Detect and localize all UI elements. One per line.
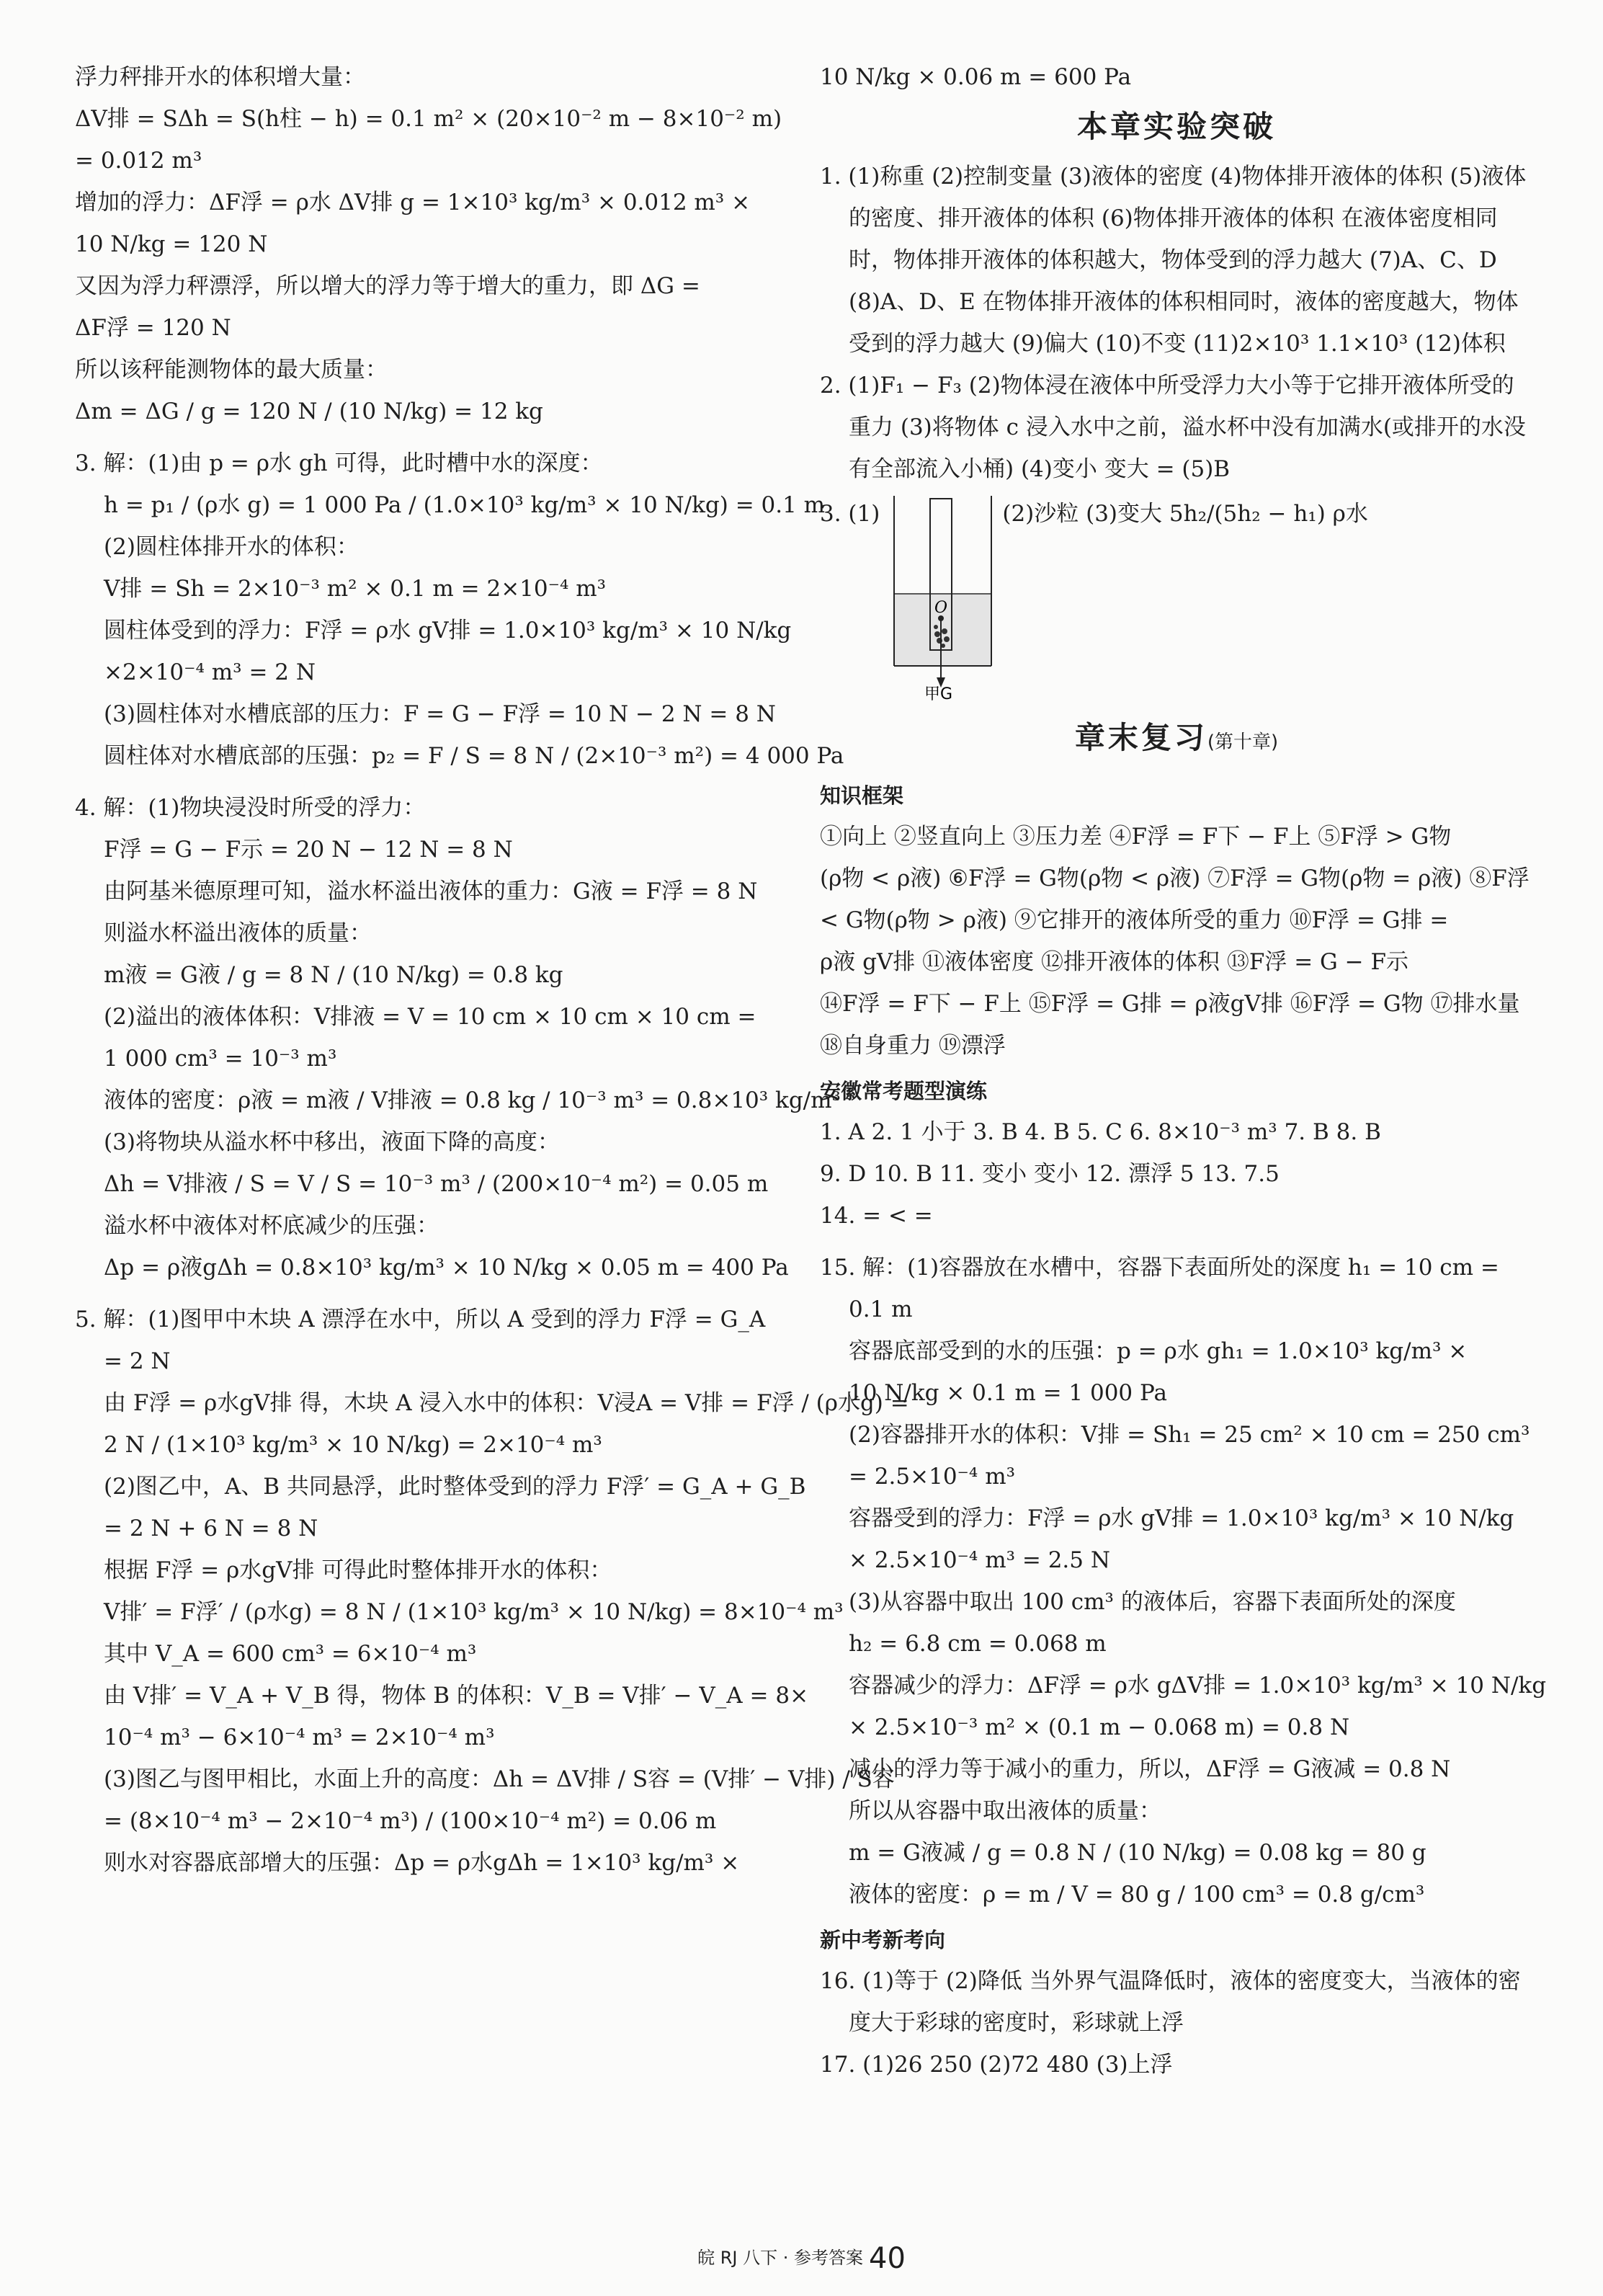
left-line-17: 4. 解：(1)物块浸没时所受的浮力： (75, 795, 426, 821)
kf-line-2: < G物(ρ物 > ρ液) ⑨它排开的液体所受的重力 ⑩F浮 = G排 = (820, 907, 1449, 933)
review-subtitle: (第十章) (1207, 731, 1279, 753)
left-line-19: 由阿基米德原理可知，溢水杯溢出液体的重力：G液 = F浮 = 8 N (104, 878, 758, 904)
left-line-36: V排′ = F浮′ / (ρ水g) = 8 N / (1×10³ kg/m³ × 10 N/kg) = 8×10⁻⁴ m³ (104, 1599, 844, 1625)
left-line-38: 由 V排′ = V_A + V_B 得，物体 B 的体积：V_B = V排′ − V_A = 8× (104, 1683, 809, 1709)
left-line-21: m液 = G液 / g = 8 N / (10 N/kg) = 0.8 kg (104, 962, 563, 988)
q15-line-9: h₂ = 6.8 cm = 0.068 m (849, 1631, 1107, 1657)
new-exam-heading: 新中考新考向 (820, 1928, 946, 1952)
continued-line: 10 N/kg × 0.06 m = 600 Pa (820, 64, 1132, 90)
q15-line-12: 减小的浮力等于减小的重力，所以，ΔF浮 = G液减 = 0.8 N (849, 1756, 1451, 1782)
left-line-15: (3)圆柱体对水槽底部的压力：F = G − F浮 = 10 N − 2 N = 8 N (104, 701, 776, 727)
q15-line-1: 0.1 m (849, 1296, 913, 1322)
q15-line-13: 所以从容器中取出液体的质量： (849, 1798, 1161, 1824)
ah-line-2: 14. = < = (820, 1203, 933, 1229)
kf-line-4: ⑭F浮 = F下 − F上 ⑮F浮 = G排 = ρ液gV排 ⑯F浮 = G物 ⑰排水量 (820, 991, 1520, 1017)
left-line-6: ΔF浮 = 120 N (75, 315, 231, 341)
question-16: 16. (1)等于 (2)降低 当外界气温降低时，液体的密度变大，当液体的密度大于彩球的密度时，彩球就上浮 (820, 1968, 1521, 2036)
left-line-31: 由 F浮 = ρ水gV排 得，木块 A 浸入水中的体积：V浸A = V排 = F浮 / (ρ水g) = (104, 1390, 909, 1416)
experiment-section-title: 本章实验突破 (1076, 109, 1276, 144)
left-line-3: 增加的浮力：ΔF浮 = ρ水 ΔV排 g = 1×10³ kg/m³ × 0.012 m³ × (75, 190, 751, 215)
label-o: O (934, 599, 948, 617)
left-line-33: (2)图乙中，A、B 共同悬浮，此时整体受到的浮力 F浮′ = G_A + G_B (104, 1474, 806, 1500)
q15-line-14: m = G液减 / g = 0.8 N / (10 N/kg) = 0.08 kg = 80 g (849, 1840, 1426, 1866)
knowledge-framework (820, 816, 1533, 1067)
left-line-34: = 2 N + 6 N = 8 N (104, 1516, 318, 1541)
q15-line-3: 10 N/kg × 0.1 m = 1 000 Pa (849, 1380, 1167, 1406)
left-line-27: 溢水杯中液体对杯底减少的压强： (104, 1213, 439, 1239)
kf-line-1: (ρ物 < ρ液) ⑥F浮 = G物(ρ物 < ρ液) ⑦F浮 = G物(ρ物 = ρ液) ⑧F浮 (820, 866, 1530, 891)
q15-line-2: 容器底部受到的水的压强：p = ρ水 gh₁ = 1.0×10³ kg/m³ × (849, 1338, 1468, 1364)
left-line-5: 又因为浮力秤漂浮，所以增大的浮力等于增大的重力，即 ΔG = (75, 273, 700, 299)
q15-line-5: = 2.5×10⁻⁴ m³ (849, 1464, 1016, 1490)
anhui-answers (820, 1111, 1533, 1237)
left-line-24: 液体的密度：ρ液 = m液 / V排液 = 0.8 kg / 10⁻³ m³ = 0.8×10³ kg/m³ (104, 1087, 841, 1113)
left-line-37: 其中 V_A = 600 cm³ = 6×10⁻⁴ m³ (104, 1641, 477, 1667)
left-line-16: 圆柱体对水槽底部的压强：p₂ = F / S = 8 N / (2×10⁻³ m²) = 4 000 Pa (104, 743, 844, 769)
ah-line-1: 9. D 10. B 11. 变小 变小 12. 漂浮 5 13. 7.5 (820, 1161, 1280, 1187)
density-meter-figure (887, 493, 995, 702)
q15-line-15: 液体的密度：ρ = m / V = 80 g / 100 cm³ = 0.8 g/cm³ (849, 1882, 1425, 1908)
q15-line-4: (2)容器排开水的体积：V排 = Sh₁ = 25 cm² × 10 cm = 250 cm³ (849, 1422, 1530, 1448)
question-15 (820, 1247, 1547, 1915)
q15-line-0: 15. 解：(1)容器放在水槽中，容器下表面所处的深度 h₁ = 10 cm = (820, 1255, 1499, 1281)
left-line-26: Δh = V排液 / S = V / S = 10⁻³ m³ / (200×10⁻⁴ m²) = 0.05 m (104, 1171, 769, 1197)
footer-label: 皖 RJ 八下 · 参考答案 (697, 2248, 863, 2268)
right-column (820, 56, 1547, 2086)
left-line-11: (2)圆柱体排开水的体积： (104, 534, 359, 560)
left-line-7: 所以该秤能测物体的最大质量： (75, 357, 388, 383)
item3-prefix: 3. (1) (820, 501, 880, 527)
left-line-22: (2)溢出的液体体积：V排液 = V = 10 cm × 10 cm × 10 cm = (104, 1004, 756, 1030)
ah-line-0: 1. A 2. 1 小于 3. B 4. B 5. C 6. 8×10⁻³ m³ 7. B 8. B (820, 1119, 1381, 1145)
label-jia-g: 甲G (924, 685, 953, 702)
review-title: 章末复习 (1074, 720, 1207, 755)
q15-line-8: (3)从容器中取出 100 cm³ 的液体后，容器下表面所处的深度 (849, 1589, 1456, 1615)
left-line-39: 10⁻⁴ m³ − 6×10⁻⁴ m³ = 2×10⁻⁴ m³ (104, 1725, 495, 1750)
kf-line-3: ρ液 gV排 ⑪液体密度 ⑫排开液体的体积 ⑬F浮 = G − F示 (820, 949, 1409, 975)
kf-line-0: ①向上 ②竖直向上 ③压力差 ④F浮 = F下 − F上 ⑤F浮 > G物 (820, 824, 1452, 850)
left-line-1: ΔV排 = SΔh = S(h柱 − h) = 0.1 m² × (20×10⁻² m − 8×10⁻² m) (75, 106, 782, 132)
anhui-practice-heading: 安徽常考题型演练 (820, 1079, 988, 1103)
knowledge-framework-heading: 知识框架 (820, 783, 904, 808)
left-line-41: = (8×10⁻⁴ m³ − 2×10⁻⁴ m³) / (100×10⁻⁴ m²) = 0.06 m (104, 1808, 717, 1834)
item3-rest: (2)沙粒 (3)变大 5h₂/(5h₂ − h₁) ρ水 (1002, 501, 1368, 527)
left-line-14: ×2×10⁻⁴ m³ = 2 N (104, 659, 316, 685)
left-line-23: 1 000 cm³ = 10⁻³ m³ (104, 1046, 337, 1072)
left-line-40: (3)图乙与图甲相比，水面上升的高度：Δh = ΔV排 / S容 = (V排′ − V排) / S容 (104, 1766, 895, 1792)
kf-line-5: ⑱自身重力 ⑲漂浮 (820, 1033, 1006, 1059)
q15-line-11: × 2.5×10⁻³ m² × (0.1 m − 0.068 m) = 0.8 N (849, 1714, 1350, 1740)
left-line-10: h = p₁ / (ρ水 g) = 1 000 Pa / (1.0×10³ kg/m³ × 10 N/kg) = 0.1 m (104, 492, 826, 518)
q15-line-6: 容器受到的浮力：F浮 = ρ水 gV排 = 1.0×10³ kg/m³ × 10 N/kg (849, 1505, 1514, 1531)
left-line-9: 3. 解：(1)由 p = ρ水 gh 可得，此时槽中水的深度： (75, 450, 603, 476)
left-line-32: 2 N / (1×10³ kg/m³ × 10 N/kg) = 2×10⁻⁴ m³ (104, 1432, 602, 1458)
left-line-8: Δm = ΔG / g = 120 N / (10 N/kg) = 12 kg (75, 399, 543, 424)
experiment-item-3 (820, 493, 1533, 709)
left-line-29: 5. 解：(1)图甲中木块 A 漂浮在水中，所以 A 受到的浮力 F浮 = G_A (75, 1307, 766, 1332)
left-line-42: 则水对容器底部增大的压强：Δp = ρ水gΔh = 1×10³ kg/m³ × (104, 1850, 740, 1876)
left-line-2: = 0.012 m³ (75, 148, 202, 174)
question-17: 17. (1)26 250 (2)72 480 (3)上浮 (820, 2052, 1173, 2078)
q15-line-10: 容器减少的浮力：ΔF浮 = ρ水 gΔV排 = 1.0×10³ kg/m³ × 10 N/kg (849, 1673, 1547, 1699)
left-line-0: 浮力秤排开水的体积增大量： (75, 64, 365, 90)
left-line-30: = 2 N (104, 1348, 171, 1374)
q15-line-7: × 2.5×10⁻⁴ m³ = 2.5 N (849, 1547, 1110, 1573)
review-section-title (820, 709, 1533, 771)
left-line-4: 10 N/kg = 120 N (75, 231, 268, 257)
left-line-13: 圆柱体受到的浮力：F浮 = ρ水 gV排 = 1.0×10³ kg/m³ × 10 N/kg (104, 618, 792, 644)
left-line-18: F浮 = G − F示 = 20 N − 12 N = 8 N (104, 837, 513, 863)
experiment-item-2: 2. (1)F₁ − F₃ (2)物体浸在液体中所受浮力大小等于它排开液体所受的重力 (3)将物体 c 浸入水中之前，溢水杯中没有加满水(或排开的水没有全部流入小桶) (4)变小 变大 = (5)B (820, 373, 1526, 482)
left-line-20: 则溢水杯溢出液体的质量： (104, 920, 372, 946)
page-number: 40 (869, 2242, 906, 2275)
left-line-28: Δp = ρ液gΔh = 0.8×10³ kg/m³ × 10 N/kg × 0.05 m = 400 Pa (104, 1255, 789, 1281)
page-footer (0, 2237, 1603, 2279)
left-line-12: V排 = Sh = 2×10⁻³ m² × 0.1 m = 2×10⁻⁴ m³ (104, 576, 607, 602)
left-line-35: 根据 F浮 = ρ水gV排 可得此时整体排开水的体积： (104, 1557, 612, 1583)
left-line-25: (3)将物块从溢水杯中移出，液面下降的高度： (104, 1129, 560, 1155)
experiment-item-1: 1. (1)称重 (2)控制变量 (3)液体的密度 (4)物体排开液体的体积 (5)液体的密度、排开液体的体积 (6)物体排开液体的体积 在液体密度相同时，物体排开液体的体积越大，物体受到的浮力越大 (7)A、C、D (8)A、D、E 在物体排开液体的体积相同时，液体的密度越大，物体受到的浮力越大 (9)偏大 (10)不变 (11)2×10³ 1.1×10³ (12)体积 (820, 164, 1527, 357)
